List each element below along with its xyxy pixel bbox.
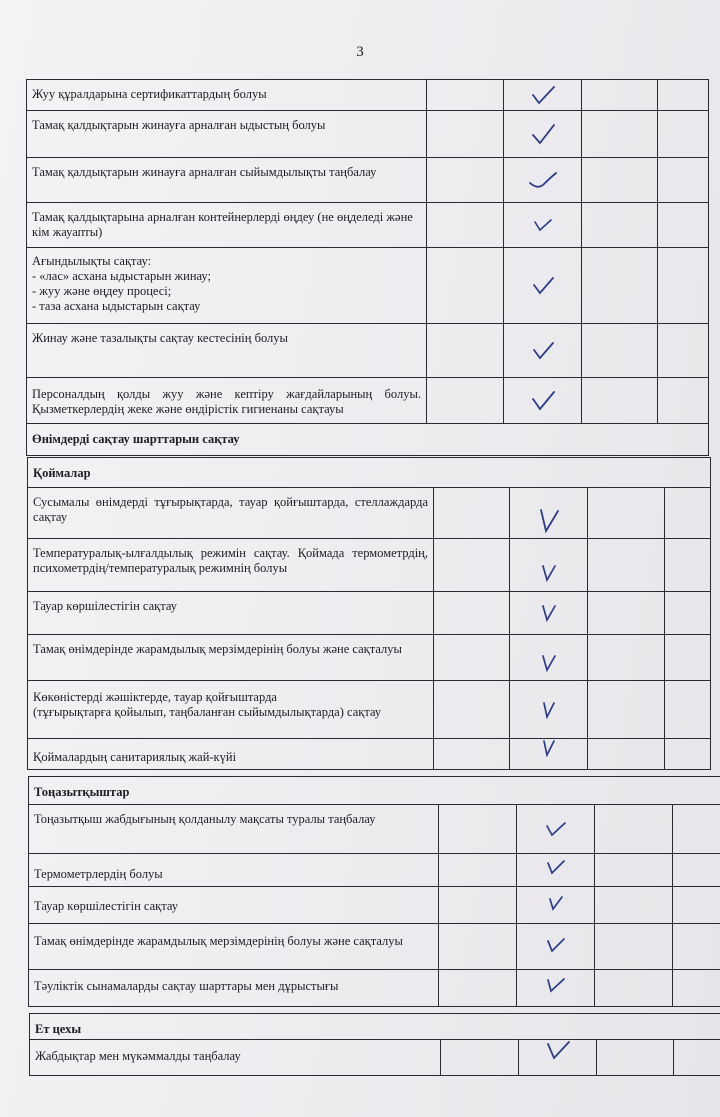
- checkmark-icon: [517, 821, 594, 837]
- table-row: [28, 739, 711, 770]
- empty-cell: [427, 111, 504, 158]
- empty-cell: [582, 158, 658, 203]
- criterion-text: Тауар көршілестігін сақтау: [28, 592, 434, 635]
- criterion-text: Тамақ қалдықтарын жинауға арналған сыйымдылықты таңбалау: [27, 158, 427, 203]
- table-row: [27, 158, 709, 203]
- empty-cell: [439, 924, 517, 970]
- empty-cell: [588, 592, 665, 635]
- check-cell: [517, 924, 595, 970]
- section-row: [29, 777, 720, 805]
- subsection-heading: Тоңазытқыштар: [29, 777, 720, 805]
- empty-cell: [673, 924, 720, 970]
- criterion-text: Жуу құралдарына сертификаттардың болуы: [27, 80, 427, 111]
- table-row: [28, 635, 711, 681]
- empty-cell: [588, 539, 665, 592]
- check-cell: [504, 80, 582, 111]
- empty-cell: [595, 970, 673, 1007]
- checkmark-icon: [504, 390, 581, 412]
- table-row: [27, 203, 709, 248]
- section-row: [27, 424, 709, 456]
- checklist-table-hygiene: [26, 79, 709, 456]
- checkmark-icon: [504, 341, 581, 361]
- criterion-text: Тәуліктік сынамаларды сақтау шарттары мен дұрыстығы: [29, 970, 439, 1007]
- empty-cell: [427, 80, 504, 111]
- empty-cell: [665, 539, 711, 592]
- empty-cell: [434, 739, 510, 770]
- check-cell: [517, 854, 595, 887]
- empty-cell: [595, 805, 673, 854]
- table-row: [28, 592, 711, 635]
- criterion-text: Жабдықтар мен мүкәммалды таңбалау: [30, 1040, 441, 1076]
- empty-cell: [665, 739, 711, 770]
- checkmark-icon: [519, 1040, 596, 1060]
- section-row: [28, 458, 711, 488]
- check-cell: [510, 592, 588, 635]
- table-row: [29, 970, 720, 1007]
- empty-cell: [582, 111, 658, 158]
- checklist-table-fridges: [28, 776, 720, 1007]
- empty-cell: [588, 488, 665, 539]
- table-row: [28, 488, 711, 539]
- criterion-text: Термометрлердің болуы: [29, 854, 439, 887]
- criterion-text: Жинау және тазалықты сақтау кестесінің болуы: [27, 324, 427, 378]
- empty-cell: [658, 324, 709, 378]
- check-cell: [504, 203, 582, 248]
- empty-cell: [595, 887, 673, 924]
- check-cell: [510, 635, 588, 681]
- checklist-table-meat-shop: [29, 1013, 720, 1076]
- check-cell: [519, 1040, 597, 1076]
- check-cell: [510, 488, 588, 539]
- checkmark-icon: [517, 859, 594, 875]
- criterion-text: Тоңазытқыш жабдығының қолданылу мақсаты туралы таңбалау: [29, 805, 439, 854]
- empty-cell: [658, 158, 709, 203]
- empty-cell: [439, 970, 517, 1007]
- empty-cell: [658, 378, 709, 424]
- empty-cell: [439, 887, 517, 924]
- criterion-text: Тауар көршілестігін сақтау: [29, 887, 439, 924]
- checkmark-icon: [504, 218, 581, 232]
- empty-cell: [673, 805, 720, 854]
- criterion-text: Сусымалы өнімдерді тұғырықтарда, тауар қойғыштарда, стеллаждарда сақтау: [28, 488, 434, 539]
- criterion-text: Температуралық-ылғалдылық режимін сақтау. Қоймада термометрдің, психометрдің/температуралық режимнің болуы: [28, 539, 434, 592]
- empty-cell: [441, 1040, 519, 1076]
- empty-cell: [434, 488, 510, 539]
- empty-cell: [665, 635, 711, 681]
- empty-cell: [665, 488, 711, 539]
- table-row: [29, 924, 720, 970]
- checkmark-icon: [504, 276, 581, 296]
- empty-cell: [595, 854, 673, 887]
- check-cell: [517, 805, 595, 854]
- empty-cell: [588, 635, 665, 681]
- table-row: [27, 248, 709, 324]
- check-cell: [510, 681, 588, 739]
- empty-cell: [658, 203, 709, 248]
- checkmark-icon: [504, 85, 581, 105]
- table-row: [30, 1040, 720, 1076]
- table-row: [27, 324, 709, 378]
- criterion-text: Персоналдың қолды жуу және кептіру жағдайларының болуы. Қызметкерлердің жеке және өндірістік гигиенаны сақтауы: [27, 378, 427, 424]
- subsection-heading: Қоймалар: [28, 458, 711, 488]
- empty-cell: [434, 539, 510, 592]
- empty-cell: [434, 592, 510, 635]
- table-row: [28, 681, 711, 739]
- check-cell: [504, 378, 582, 424]
- table-row: [29, 805, 720, 854]
- criterion-text: Ағындылықты сақтау: - «лас» асхана ыдыстарын жинау; - жуу және өңдеу процесі; - таза асхана ыдыстарын сақтау: [27, 248, 427, 324]
- empty-cell: [658, 80, 709, 111]
- checkmark-icon: [510, 507, 587, 533]
- criterion-text: Тамақ қалдықтарын жинауға арналған ыдыстың болуы: [27, 111, 427, 158]
- empty-cell: [597, 1040, 674, 1076]
- empty-cell: [427, 378, 504, 424]
- check-cell: [510, 739, 588, 770]
- empty-cell: [582, 203, 658, 248]
- table-row: [29, 887, 720, 924]
- empty-cell: [673, 970, 720, 1007]
- subsection-heading: Ет цехы: [30, 1014, 720, 1040]
- check-cell: [504, 324, 582, 378]
- criterion-text: Тамақ өнімдерінде жарамдылық мерзімдерінің болуы және сақталуы: [29, 924, 439, 970]
- page-number: 3: [356, 44, 364, 60]
- check-cell: [510, 539, 588, 592]
- table-row: [29, 854, 720, 887]
- criterion-text: Тамақ өнімдерінде жарамдылық мерзімдерінің болуы және сақталуы: [28, 635, 434, 681]
- empty-cell: [673, 854, 720, 887]
- empty-cell: [595, 924, 673, 970]
- checkmark-icon: [510, 654, 587, 672]
- empty-cell: [674, 1040, 720, 1076]
- check-cell: [517, 887, 595, 924]
- section-heading: Өнімдерді сақтау шарттарын сақтау: [27, 424, 709, 456]
- empty-cell: [427, 324, 504, 378]
- empty-cell: [434, 635, 510, 681]
- empty-cell: [427, 248, 504, 324]
- checkmark-icon: [510, 564, 587, 582]
- empty-cell: [582, 378, 658, 424]
- empty-cell: [588, 681, 665, 739]
- criterion-text: Тамақ қалдықтарына арналған контейнерлерді өңдеу (не өңделеді және кім жауапты): [27, 203, 427, 248]
- empty-cell: [439, 805, 517, 854]
- checkmark-icon: [504, 170, 581, 190]
- checkmark-icon: [517, 895, 594, 911]
- section-row: [30, 1014, 720, 1040]
- empty-cell: [665, 592, 711, 635]
- empty-cell: [434, 681, 510, 739]
- table-row: [27, 111, 709, 158]
- table-row: [28, 539, 711, 592]
- empty-cell: [658, 248, 709, 324]
- table-row: [27, 80, 709, 111]
- empty-cell: [439, 854, 517, 887]
- checkmark-icon: [517, 937, 594, 953]
- empty-cell: [673, 887, 720, 924]
- empty-cell: [427, 203, 504, 248]
- check-cell: [504, 111, 582, 158]
- check-cell: [504, 248, 582, 324]
- empty-cell: [658, 111, 709, 158]
- criterion-text: Қоймалардың санитариялық жай-күйі: [28, 739, 434, 770]
- check-cell: [517, 970, 595, 1007]
- empty-cell: [582, 248, 658, 324]
- table-row: [27, 378, 709, 424]
- checkmark-icon: [517, 977, 594, 993]
- empty-cell: [582, 80, 658, 111]
- checkmark-icon: [504, 123, 581, 145]
- empty-cell: [665, 681, 711, 739]
- empty-cell: [582, 324, 658, 378]
- checkmark-icon: [510, 701, 587, 719]
- checklist-table-warehouses: [27, 457, 711, 770]
- criterion-text: Көкөністерді жәшіктерде, тауар қойғыштарда (тұғырықтарға қойылып, таңбаланған сыйымдылықтарда) сақтау: [28, 681, 434, 739]
- empty-cell: [427, 158, 504, 203]
- checkmark-icon: [510, 739, 587, 757]
- check-cell: [504, 158, 582, 203]
- empty-cell: [588, 739, 665, 770]
- checkmark-icon: [510, 604, 587, 622]
